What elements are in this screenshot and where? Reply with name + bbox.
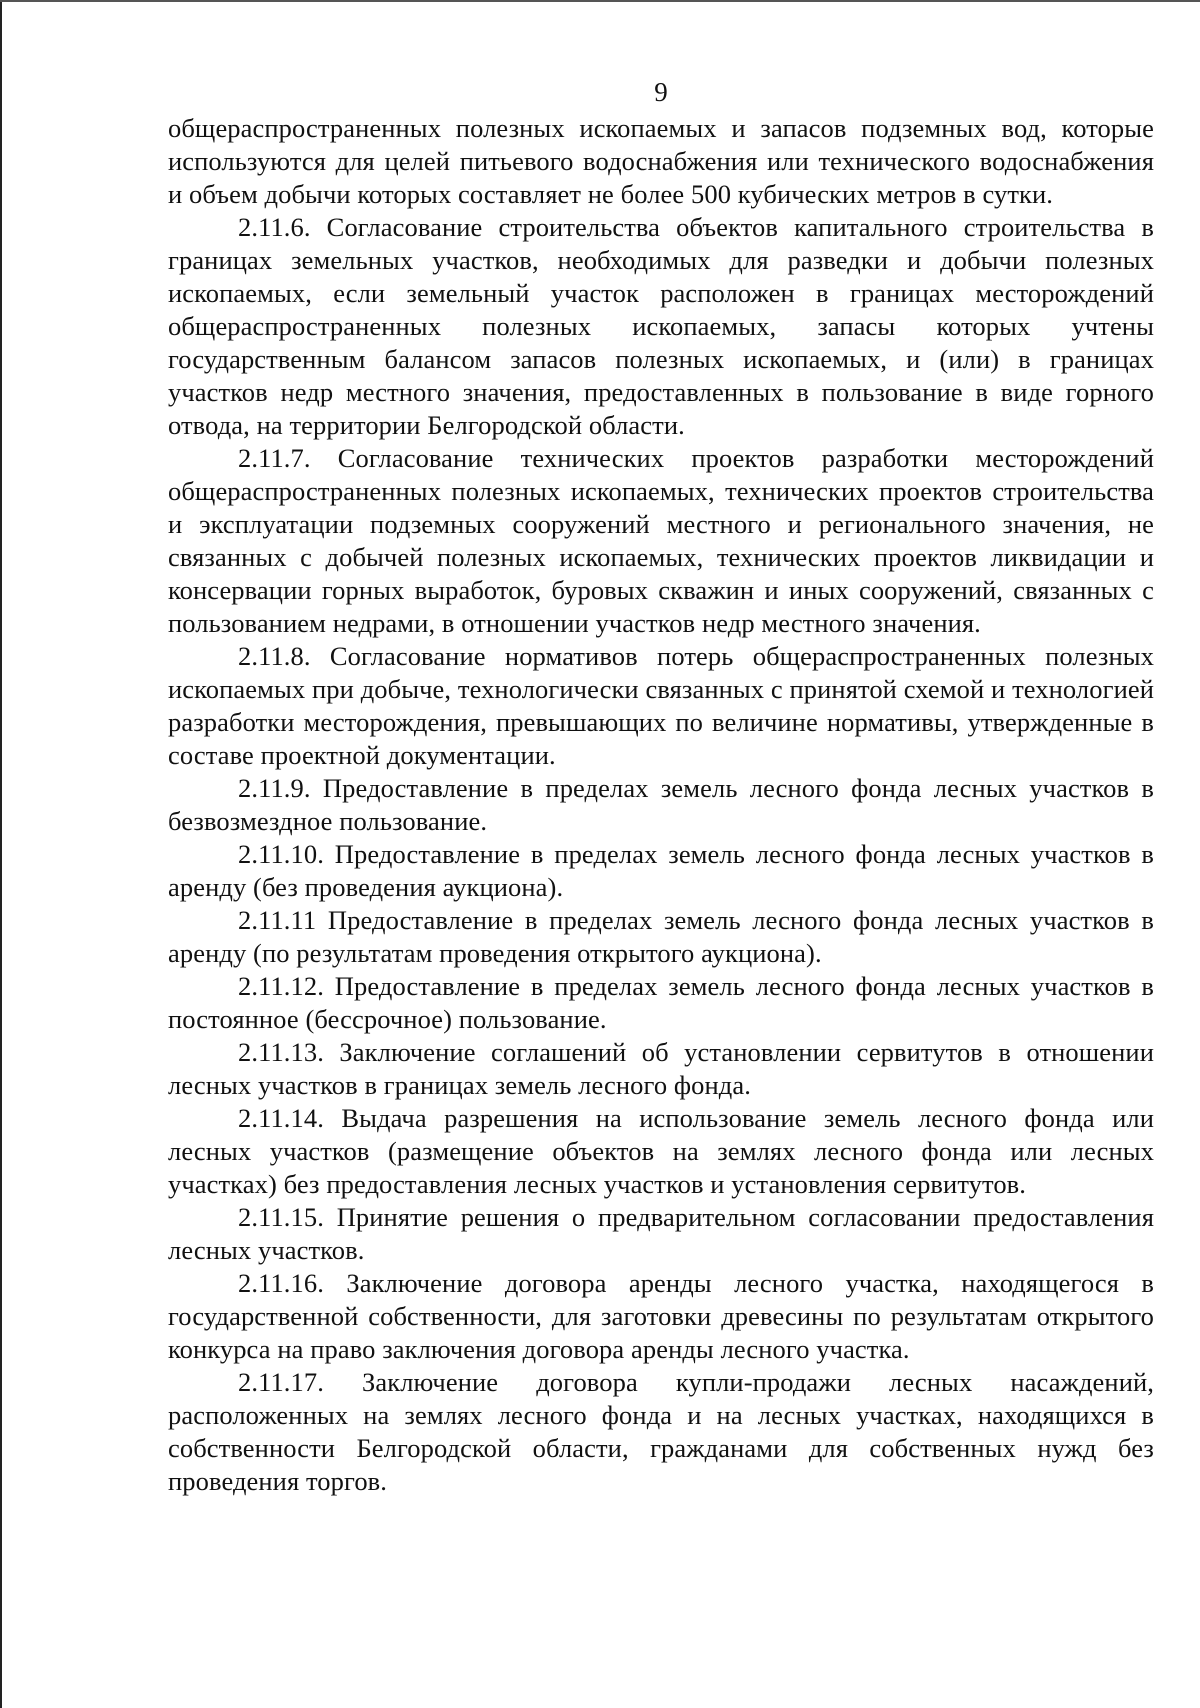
scan-left-edge — [0, 0, 2, 1708]
paragraph-2-11-17: 2.11.17. Заключение договора купли-продажи лесных насаждений, расположенных на землях лесного фонда и на лесных участках, находящихся в собственности Белгородской области, гражданами для собственных нужд без проведения торгов. — [168, 1367, 1154, 1496]
paragraph-2-11-15: 2.11.15. Принятие решения о предварительном согласовании предоставления лесных участков. — [168, 1202, 1154, 1265]
document-page — [168, 74, 1154, 1498]
paragraph-2-11-8: 2.11.8. Согласование нормативов потерь общераспространенных полезных ископаемых при добыче, технологически связанных с принятой схемой и технологией разработки месторождения, превышающих по величине нормативы, утвержденные в составе проектной документации. — [168, 641, 1154, 770]
paragraph-2-11-9: 2.11.9. Предоставление в пределах земель лесного фонда лесных участков в безвозмездное пользование. — [168, 773, 1154, 836]
scan-top-edge — [0, 0, 1200, 2]
paragraph-2-11-12: 2.11.12. Предоставление в пределах земель лесного фонда лесных участков в постоянное (бессрочное) пользование. — [168, 971, 1154, 1034]
paragraph-2-11-16: 2.11.16. Заключение договора аренды лесного участка, находящегося в государственной собственности, для заготовки древесины по результатам открытого конкурса на право заключения договора аренды лесного участка. — [168, 1268, 1154, 1364]
paragraph-2-11-7: 2.11.7. Согласование технических проектов разработки месторождений общераспространенных полезных ископаемых, технических проектов строительства и эксплуатации подземных сооружений местного и регионального значения, не связанных с добычей полезных ископаемых, технических проектов ликвидации и консервации горных выработок, буровых скважин и иных сооружений, связанных с пользованием недрами, в отношении участков недр местного значения. — [168, 443, 1154, 638]
paragraph-2-11-14: 2.11.14. Выдача разрешения на использование земель лесного фонда или лесных участков (размещение объектов на землях лесного фонда или лесных участках) без предоставления лесных участков и установления сервитутов. — [168, 1103, 1154, 1199]
page-number: 9 — [654, 77, 668, 107]
paragraph-2-11-13: 2.11.13. Заключение соглашений об установлении сервитутов в отношении лесных участков в границах земель лесного фонда. — [168, 1037, 1154, 1100]
paragraph-2-11-6: 2.11.6. Согласование строительства объектов капитального строительства в границах земельных участков, необходимых для разведки и добычи полезных ископаемых, если земельный участок расположен в границах месторождений общераспространенных полезных ископаемых, запасы которых учтены государственным балансом запасов полезных ископаемых, и (или) в границах участков недр местного значения, предоставленных в пользование в виде горного отвода, на территории Белгородской области. — [168, 212, 1154, 440]
paragraph-continuation: общераспространенных полезных ископаемых и запасов подземных вод, которые используются для целей питьевого водоснабжения или технического водоснабжения и объем добычи которых составляет не более 500 кубических метров в сутки. — [168, 113, 1154, 209]
paragraph-2-11-11: 2.11.11 Предоставление в пределах земель лесного фонда лесных участков в аренду (по результатам проведения открытого аукциона). — [168, 905, 1154, 968]
paragraph-2-11-10: 2.11.10. Предоставление в пределах земель лесного фонда лесных участков в аренду (без проведения аукциона). — [168, 839, 1154, 902]
